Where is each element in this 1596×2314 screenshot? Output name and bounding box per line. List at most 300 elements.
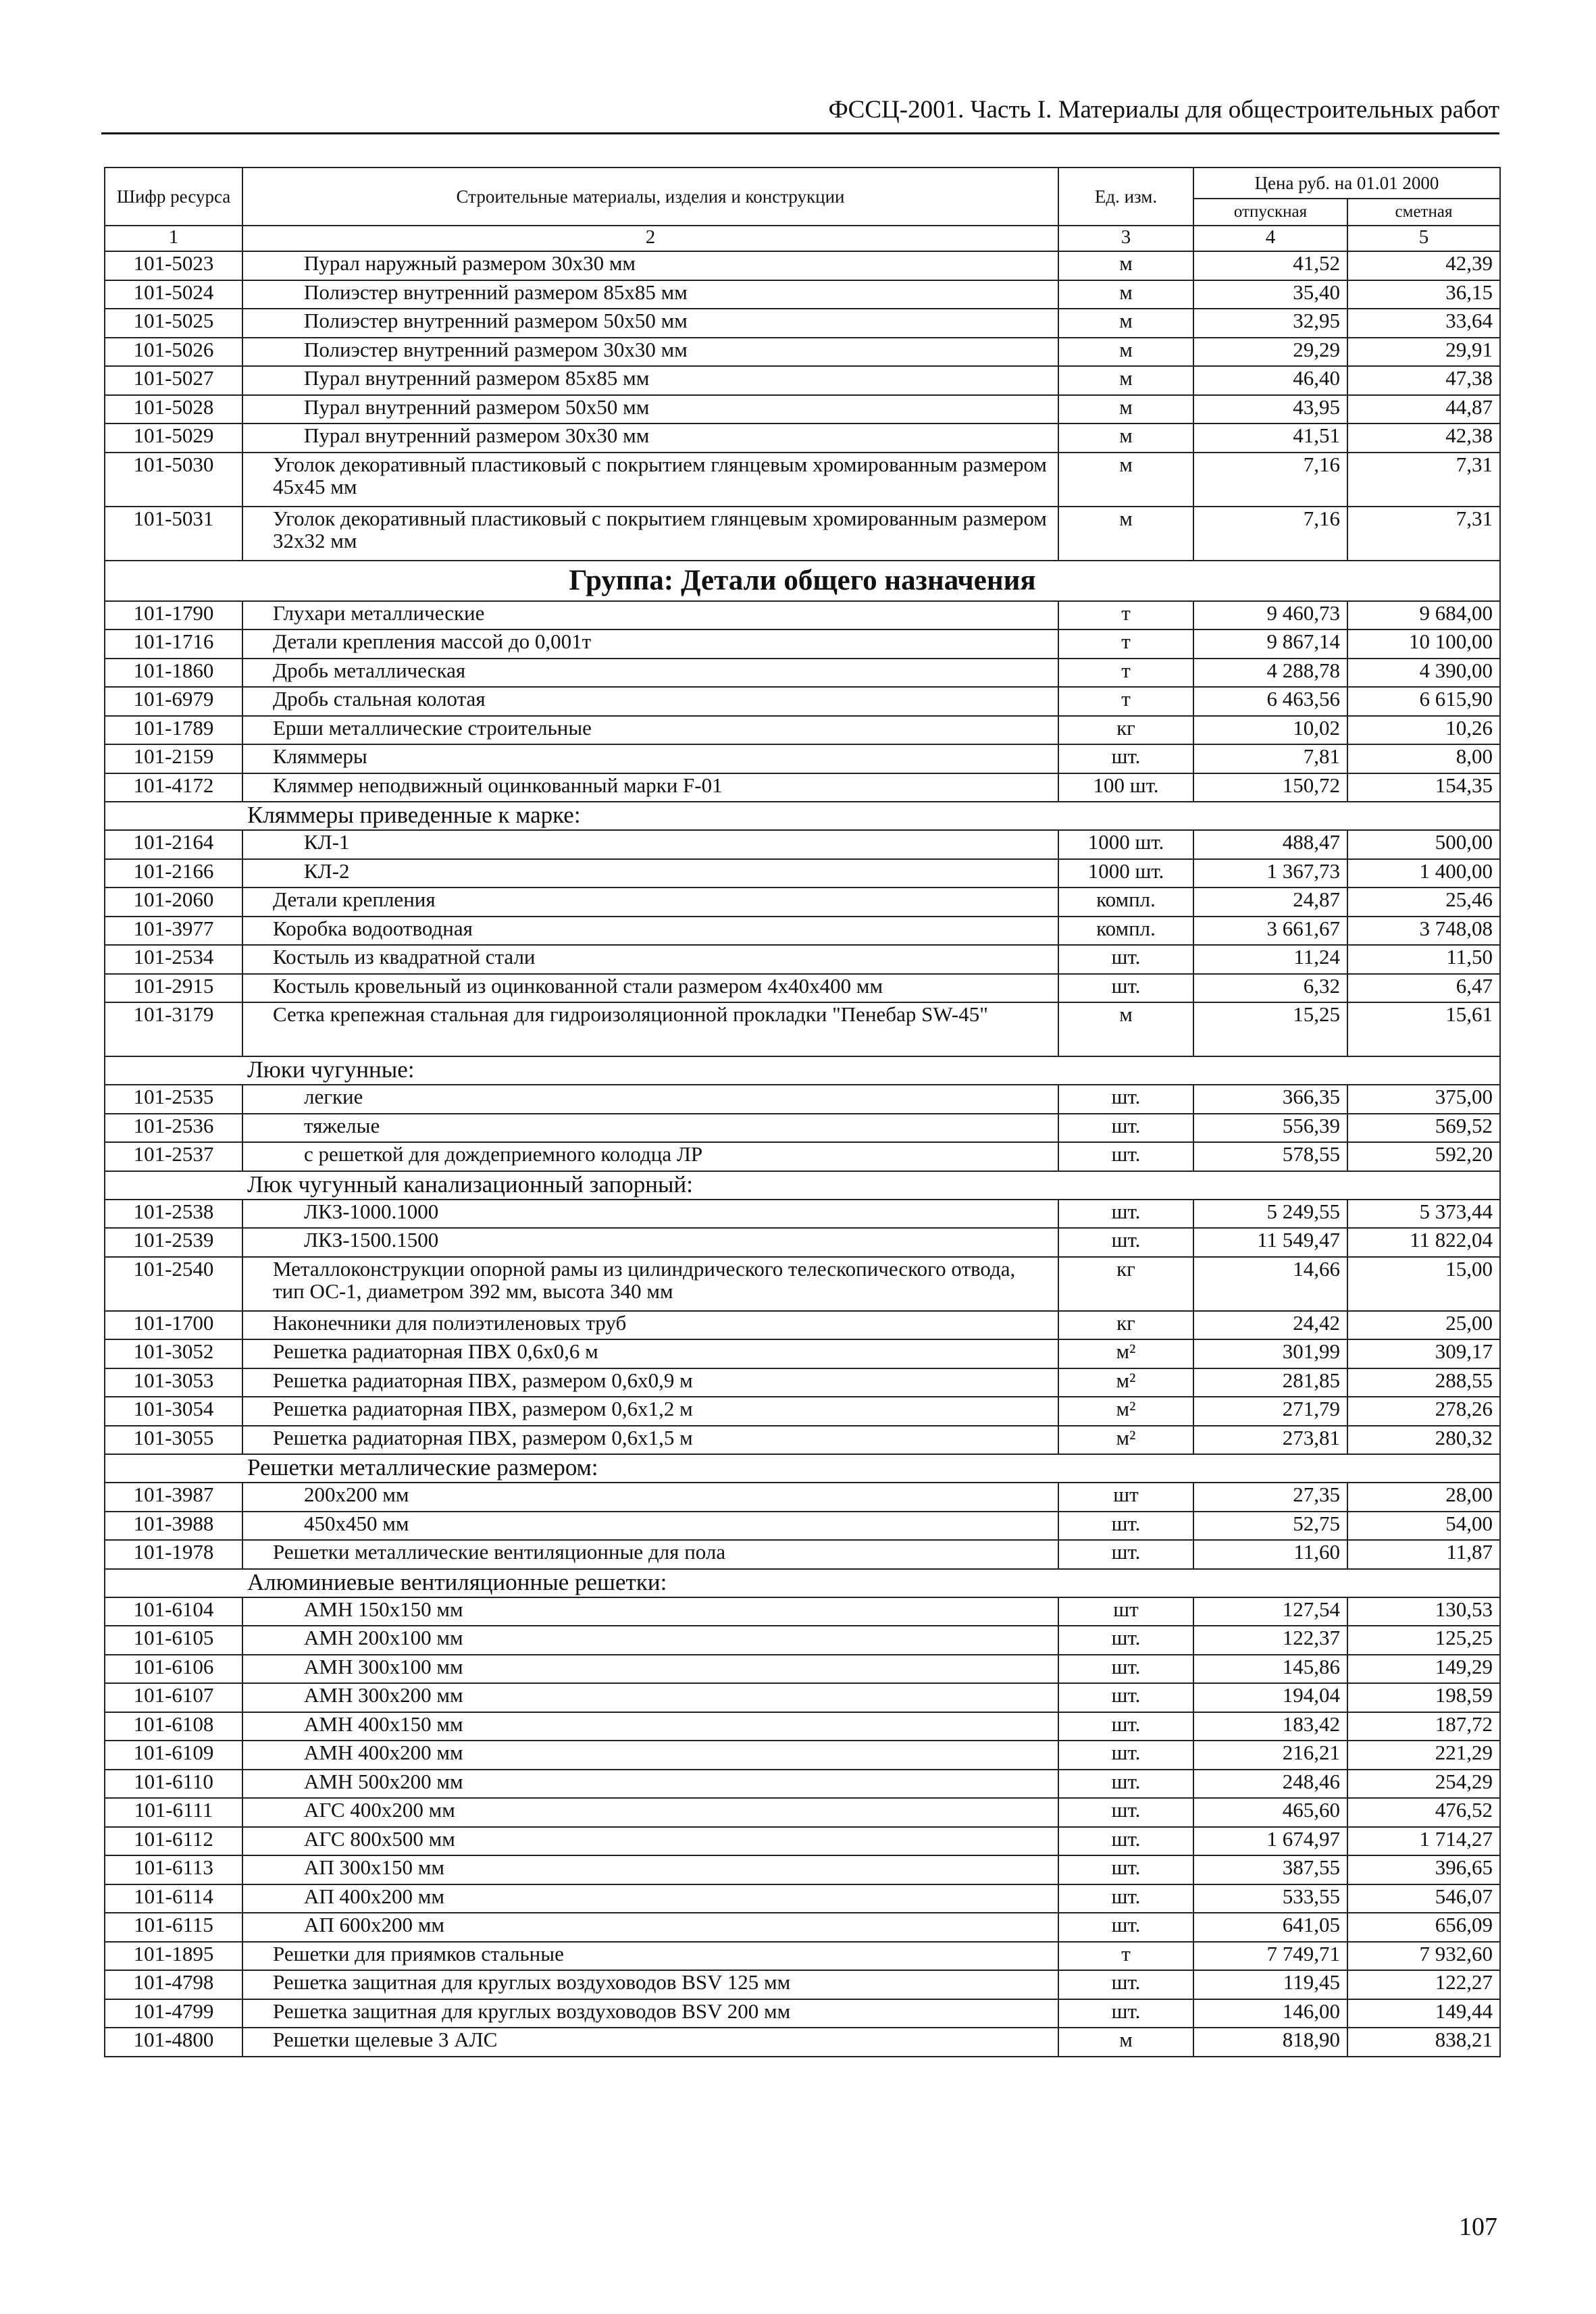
subgroup-heading: Люки чугунные:: [105, 1056, 1500, 1085]
cell-name: Пурал внутренний размером 50х50 мм: [242, 395, 1058, 424]
table-row: [105, 1339, 1500, 1368]
cell-unit: м: [1058, 507, 1193, 561]
table-row: [105, 1770, 1500, 1799]
cell-unit: шт.: [1058, 1626, 1193, 1655]
subgroup-heading: Кляммеры приведенные к марке:: [105, 802, 1500, 830]
table-row: [105, 453, 1500, 507]
cell-unit: шт.: [1058, 945, 1193, 974]
table-row: [105, 1741, 1500, 1770]
table-row: [105, 395, 1500, 424]
cell-estimate-price: 42,39: [1347, 251, 1500, 280]
cell-estimate-price: 42,38: [1347, 423, 1500, 453]
cell-release-price: 194,04: [1193, 1683, 1347, 1712]
cell-name: тяжелые: [242, 1114, 1058, 1143]
cell-unit: шт.: [1058, 1114, 1193, 1143]
table-row: [105, 1228, 1500, 1257]
cell-release-price: 27,35: [1193, 1483, 1347, 1512]
col-release-header: отпускная: [1193, 199, 1347, 226]
cell-code: 101-4799: [105, 1999, 242, 2028]
cell-release-price: 11,24: [1193, 945, 1347, 974]
cell-release-price: 488,47: [1193, 830, 1347, 859]
cell-unit: кг: [1058, 1311, 1193, 1340]
table-row: [105, 366, 1500, 395]
table-row: [105, 338, 1500, 367]
cell-unit: шт.: [1058, 1770, 1193, 1799]
subgroup-heading: Алюминиевые вентиляционные решетки:: [105, 1569, 1500, 1597]
cell-release-price: 366,35: [1193, 1085, 1347, 1114]
cell-estimate-price: 44,87: [1347, 395, 1500, 424]
cell-code: 101-5030: [105, 453, 242, 507]
cell-unit: т: [1058, 659, 1193, 688]
cell-name: АГС 400х200 мм: [242, 1798, 1058, 1827]
cell-estimate-price: 130,53: [1347, 1597, 1500, 1626]
subgroup-heading: Решетки металлические размером:: [105, 1454, 1500, 1483]
table-row: [105, 1002, 1500, 1056]
cell-estimate-price: 254,29: [1347, 1770, 1500, 1799]
cell-unit: м: [1058, 309, 1193, 338]
cell-estimate-price: 5 373,44: [1347, 1200, 1500, 1229]
cell-name: Кляммеры: [242, 744, 1058, 773]
cell-name: Глухари металлические: [242, 601, 1058, 630]
cell-name: Решетки щелевые 3 АЛС: [242, 2028, 1058, 2057]
cell-name: АМН 300х200 мм: [242, 1683, 1058, 1712]
cell-release-price: 216,21: [1193, 1741, 1347, 1770]
cell-unit: компл.: [1058, 888, 1193, 917]
table-row: [105, 1970, 1500, 1999]
table-row: [105, 659, 1500, 688]
cell-estimate-price: 15,61: [1347, 1002, 1500, 1056]
cell-code: 101-5023: [105, 251, 242, 280]
table-row: [105, 507, 1500, 561]
cell-code: 101-6110: [105, 1770, 242, 1799]
table-row: [105, 744, 1500, 773]
cell-unit: м²: [1058, 1426, 1193, 1455]
cell-name: Решетки для приямков стальные: [242, 1942, 1058, 1971]
table-row: [105, 917, 1500, 946]
cell-unit: шт.: [1058, 1970, 1193, 1999]
cell-release-price: 465,60: [1193, 1798, 1347, 1827]
table-row: [105, 1426, 1500, 1455]
cell-estimate-price: 33,64: [1347, 309, 1500, 338]
cell-unit: шт.: [1058, 1200, 1193, 1229]
cell-estimate-price: 125,25: [1347, 1626, 1500, 1655]
cell-estimate-price: 3 748,08: [1347, 917, 1500, 946]
cell-name: Полиэстер внутренний размером 50х50 мм: [242, 309, 1058, 338]
table-row: [105, 1884, 1500, 1913]
cell-code: 101-2159: [105, 744, 242, 773]
table-row: [105, 1999, 1500, 2028]
cell-name: КЛ-2: [242, 859, 1058, 888]
cell-name: Решетка радиаторная ПВХ 0,6х0,6 м: [242, 1339, 1058, 1368]
col-number: 4: [1193, 226, 1347, 251]
cell-name: АП 600х200 мм: [242, 1913, 1058, 1942]
cell-unit: шт.: [1058, 1655, 1193, 1684]
cell-estimate-price: 592,20: [1347, 1142, 1500, 1171]
cell-code: 101-3987: [105, 1483, 242, 1512]
cell-name: Пурал наружный размером 30х30 мм: [242, 251, 1058, 280]
cell-code: 101-4798: [105, 1970, 242, 1999]
cell-code: 101-5026: [105, 338, 242, 367]
cell-estimate-price: 476,52: [1347, 1798, 1500, 1827]
table-row: [105, 716, 1500, 745]
cell-estimate-price: 187,72: [1347, 1712, 1500, 1741]
cell-code: 101-3055: [105, 1426, 242, 1455]
table-row: [105, 1085, 1500, 1114]
cell-estimate-price: 36,15: [1347, 280, 1500, 309]
cell-name: Коробка водоотводная: [242, 917, 1058, 946]
cell-release-price: 271,79: [1193, 1397, 1347, 1426]
cell-estimate-price: 546,07: [1347, 1884, 1500, 1913]
cell-release-price: 145,86: [1193, 1655, 1347, 1684]
cell-name: Дробь металлическая: [242, 659, 1058, 688]
cell-code: 101-5024: [105, 280, 242, 309]
cell-code: 101-1978: [105, 1540, 242, 1569]
cell-estimate-price: 280,32: [1347, 1426, 1500, 1455]
cell-unit: шт.: [1058, 1512, 1193, 1541]
cell-code: 101-5027: [105, 366, 242, 395]
cell-unit: т: [1058, 601, 1193, 630]
cell-release-price: 41,51: [1193, 423, 1347, 453]
page-header: [101, 93, 1499, 134]
cell-name: Полиэстер внутренний размером 85х85 мм: [242, 280, 1058, 309]
cell-unit: кг: [1058, 716, 1193, 745]
subgroup-heading-row: [105, 802, 1500, 830]
cell-name: ЛКЗ-1000.1000: [242, 1200, 1058, 1229]
table-row: [105, 1913, 1500, 1942]
cell-estimate-price: 11,50: [1347, 945, 1500, 974]
cell-release-price: 6,32: [1193, 974, 1347, 1003]
cell-unit: 1000 шт.: [1058, 859, 1193, 888]
cell-release-price: 183,42: [1193, 1712, 1347, 1741]
cell-unit: компл.: [1058, 917, 1193, 946]
cell-name: Решетка защитная для круглых воздуховодов BSV 125 мм: [242, 1970, 1058, 1999]
cell-code: 101-5025: [105, 309, 242, 338]
cell-unit: шт.: [1058, 1142, 1193, 1171]
cell-release-price: 11,60: [1193, 1540, 1347, 1569]
cell-estimate-price: 25,46: [1347, 888, 1500, 917]
cell-name: Наконечники для полиэтиленовых труб: [242, 1311, 1058, 1340]
cell-name: Решетка радиаторная ПВХ, размером 0,6х1,5 м: [242, 1426, 1058, 1455]
cell-unit: шт.: [1058, 1228, 1193, 1257]
cell-estimate-price: 396,65: [1347, 1855, 1500, 1884]
cell-release-price: 248,46: [1193, 1770, 1347, 1799]
cell-release-price: 641,05: [1193, 1913, 1347, 1942]
cell-release-price: 7 749,71: [1193, 1942, 1347, 1971]
cell-code: 101-6107: [105, 1683, 242, 1712]
cell-unit: м: [1058, 395, 1193, 424]
col-number: 3: [1058, 226, 1193, 251]
cell-code: 101-6106: [105, 1655, 242, 1684]
cell-name: 450х450 мм: [242, 1512, 1058, 1541]
cell-code: 101-5031: [105, 507, 242, 561]
cell-code: 101-5029: [105, 423, 242, 453]
table-row: [105, 629, 1500, 659]
cell-release-price: 533,55: [1193, 1884, 1347, 1913]
cell-release-price: 387,55: [1193, 1855, 1347, 1884]
cell-estimate-price: 4 390,00: [1347, 659, 1500, 688]
cell-code: 101-2060: [105, 888, 242, 917]
cell-code: 101-2536: [105, 1114, 242, 1143]
cell-release-price: 7,81: [1193, 744, 1347, 773]
cell-estimate-price: 221,29: [1347, 1741, 1500, 1770]
cell-unit: шт.: [1058, 1798, 1193, 1827]
cell-name: Сетка крепежная стальная для гидроизоляционной прокладки "Пенебар SW-45": [242, 1002, 1058, 1056]
cell-release-price: 41,52: [1193, 251, 1347, 280]
cell-name: легкие: [242, 1085, 1058, 1114]
cell-estimate-price: 149,29: [1347, 1655, 1500, 1684]
cell-code: 101-3988: [105, 1512, 242, 1541]
cell-code: 101-6113: [105, 1855, 242, 1884]
col-code-header: Шифр ресурса: [105, 168, 242, 226]
cell-name: Уголок декоративный пластиковый с покрытием глянцевым хромированным размером 32х32 мм: [242, 507, 1058, 561]
cell-name: с решеткой для дождеприемного колодца ЛР: [242, 1142, 1058, 1171]
table-row: [105, 1712, 1500, 1741]
col-number: 1: [105, 226, 242, 251]
cell-release-price: 24,42: [1193, 1311, 1347, 1340]
cell-code: 101-3052: [105, 1339, 242, 1368]
cell-unit: шт.: [1058, 1712, 1193, 1741]
cell-code: 101-6104: [105, 1597, 242, 1626]
cell-name: Дробь стальная колотая: [242, 687, 1058, 716]
cell-code: 101-2539: [105, 1228, 242, 1257]
table-row: [105, 1942, 1500, 1971]
col-number: 5: [1347, 226, 1500, 251]
table-row: [105, 1626, 1500, 1655]
table-row: [105, 251, 1500, 280]
cell-unit: шт.: [1058, 1540, 1193, 1569]
cell-release-price: 1 367,73: [1193, 859, 1347, 888]
table-row: [105, 1368, 1500, 1397]
cell-unit: шт: [1058, 1483, 1193, 1512]
cell-unit: м: [1058, 280, 1193, 309]
cell-unit: м: [1058, 2028, 1193, 2057]
cell-unit: 100 шт.: [1058, 773, 1193, 802]
table-row: [105, 1512, 1500, 1541]
cell-unit: м: [1058, 423, 1193, 453]
cell-code: 101-6109: [105, 1741, 242, 1770]
cell-release-price: 9 460,73: [1193, 601, 1347, 630]
cell-unit: шт.: [1058, 1741, 1193, 1770]
cell-code: 101-3179: [105, 1002, 242, 1056]
cell-name: Костыль из квадратной стали: [242, 945, 1058, 974]
cell-estimate-price: 278,26: [1347, 1397, 1500, 1426]
cell-unit: шт.: [1058, 1085, 1193, 1114]
table-row: [105, 1540, 1500, 1569]
cell-estimate-price: 198,59: [1347, 1683, 1500, 1712]
cell-release-price: 5 249,55: [1193, 1200, 1347, 1229]
table-header-row: [105, 168, 1500, 199]
cell-unit: т: [1058, 687, 1193, 716]
cell-unit: 1000 шт.: [1058, 830, 1193, 859]
cell-estimate-price: 838,21: [1347, 2028, 1500, 2057]
cell-estimate-price: 154,35: [1347, 773, 1500, 802]
cell-code: 101-5028: [105, 395, 242, 424]
cell-estimate-price: 25,00: [1347, 1311, 1500, 1340]
cell-release-price: 9 867,14: [1193, 629, 1347, 659]
cell-name: Решетка радиаторная ПВХ, размером 0,6х0,9 м: [242, 1368, 1058, 1397]
group-heading-row: [105, 561, 1500, 601]
cell-estimate-price: 656,09: [1347, 1913, 1500, 1942]
cell-estimate-price: 122,27: [1347, 1970, 1500, 1999]
table-row: [105, 888, 1500, 917]
cell-name: Пурал внутренний размером 85х85 мм: [242, 366, 1058, 395]
cell-name: АП 300х150 мм: [242, 1855, 1058, 1884]
cell-name: Полиэстер внутренний размером 30х30 мм: [242, 338, 1058, 367]
cell-name: Детали крепления: [242, 888, 1058, 917]
cell-release-price: 43,95: [1193, 395, 1347, 424]
cell-code: 101-6111: [105, 1798, 242, 1827]
table-row: [105, 1683, 1500, 1712]
cell-release-price: 32,95: [1193, 309, 1347, 338]
cell-unit: м: [1058, 453, 1193, 507]
table-row: [105, 1200, 1500, 1229]
cell-estimate-price: 54,00: [1347, 1512, 1500, 1541]
cell-release-price: 127,54: [1193, 1597, 1347, 1626]
cell-unit: шт.: [1058, 974, 1193, 1003]
cell-estimate-price: 11,87: [1347, 1540, 1500, 1569]
price-table: [104, 167, 1501, 2057]
cell-estimate-price: 1 400,00: [1347, 859, 1500, 888]
cell-release-price: 273,81: [1193, 1426, 1347, 1455]
cell-unit: м²: [1058, 1368, 1193, 1397]
cell-release-price: 556,39: [1193, 1114, 1347, 1143]
table-row: [105, 1311, 1500, 1340]
cell-estimate-price: 1 714,27: [1347, 1827, 1500, 1856]
table-row: [105, 859, 1500, 888]
cell-unit: шт.: [1058, 744, 1193, 773]
cell-name: Уголок декоративный пластиковый с покрытием глянцевым хромированным размером 45х45 мм: [242, 453, 1058, 507]
cell-unit: м: [1058, 251, 1193, 280]
cell-code: 101-6115: [105, 1913, 242, 1942]
subgroup-heading-row: [105, 1056, 1500, 1085]
cell-release-price: 15,25: [1193, 1002, 1347, 1056]
cell-code: 101-6105: [105, 1626, 242, 1655]
cell-release-price: 4 288,78: [1193, 659, 1347, 688]
cell-code: 101-2537: [105, 1142, 242, 1171]
cell-code: 101-1860: [105, 659, 242, 688]
cell-estimate-price: 569,52: [1347, 1114, 1500, 1143]
table-row: [105, 280, 1500, 309]
table-row: [105, 773, 1500, 802]
cell-release-price: 3 661,67: [1193, 917, 1347, 946]
cell-name: АМН 300х100 мм: [242, 1655, 1058, 1684]
table-row: [105, 2028, 1500, 2057]
cell-release-price: 146,00: [1193, 1999, 1347, 2028]
table-row: [105, 945, 1500, 974]
cell-estimate-price: 29,91: [1347, 338, 1500, 367]
table-row: [105, 1855, 1500, 1884]
cell-release-price: 7,16: [1193, 453, 1347, 507]
cell-unit: шт: [1058, 1597, 1193, 1626]
cell-code: 101-4172: [105, 773, 242, 802]
cell-estimate-price: 11 822,04: [1347, 1228, 1500, 1257]
cell-unit: шт.: [1058, 1999, 1193, 2028]
cell-release-price: 1 674,97: [1193, 1827, 1347, 1856]
col-number: 2: [242, 226, 1058, 251]
cell-unit: м²: [1058, 1397, 1193, 1426]
cell-release-price: 7,16: [1193, 507, 1347, 561]
cell-code: 101-2164: [105, 830, 242, 859]
cell-code: 101-2915: [105, 974, 242, 1003]
cell-name: АМН 400х200 мм: [242, 1741, 1058, 1770]
table-row: [105, 830, 1500, 859]
cell-estimate-price: 10,26: [1347, 716, 1500, 745]
table-row: [105, 1655, 1500, 1684]
cell-release-price: 10,02: [1193, 716, 1347, 745]
cell-estimate-price: 15,00: [1347, 1257, 1500, 1311]
cell-name: Детали крепления массой до 0,001т: [242, 629, 1058, 659]
cell-code: 101-6108: [105, 1712, 242, 1741]
cell-unit: т: [1058, 1942, 1193, 1971]
cell-estimate-price: 309,17: [1347, 1339, 1500, 1368]
cell-release-price: 11 549,47: [1193, 1228, 1347, 1257]
cell-code: 101-6114: [105, 1884, 242, 1913]
table-row: [105, 1597, 1500, 1626]
table-row: [105, 423, 1500, 453]
cell-code: 101-2534: [105, 945, 242, 974]
cell-name: Костыль кровельный из оцинкованной стали размером 4х40х400 мм: [242, 974, 1058, 1003]
cell-estimate-price: 6 615,90: [1347, 687, 1500, 716]
page-number: 107: [1459, 2213, 1497, 2241]
cell-estimate-price: 6,47: [1347, 974, 1500, 1003]
cell-code: 101-6979: [105, 687, 242, 716]
cell-release-price: 24,87: [1193, 888, 1347, 917]
cell-unit: шт.: [1058, 1913, 1193, 1942]
header-title: ФССЦ-2001. Часть I. Материалы для общестроительных работ: [828, 96, 1499, 124]
cell-release-price: 122,37: [1193, 1626, 1347, 1655]
table-row: [105, 1827, 1500, 1856]
cell-name: Решетки металлические вентиляционные для пола: [242, 1540, 1058, 1569]
table-row: [105, 1483, 1500, 1512]
cell-code: 101-1700: [105, 1311, 242, 1340]
cell-unit: шт.: [1058, 1855, 1193, 1884]
cell-name: АП 400х200 мм: [242, 1884, 1058, 1913]
col-unit-header: Ед. изм.: [1058, 168, 1193, 226]
cell-estimate-price: 7 932,60: [1347, 1942, 1500, 1971]
table-row: [105, 1397, 1500, 1426]
table-row: [105, 309, 1500, 338]
cell-name: Кляммер неподвижный оцинкованный марки F-01: [242, 773, 1058, 802]
cell-code: 101-2538: [105, 1200, 242, 1229]
cell-estimate-price: 375,00: [1347, 1085, 1500, 1114]
cell-unit: т: [1058, 629, 1193, 659]
cell-code: 101-2540: [105, 1257, 242, 1311]
cell-release-price: 29,29: [1193, 338, 1347, 367]
cell-code: 101-4800: [105, 2028, 242, 2057]
cell-release-price: 52,75: [1193, 1512, 1347, 1541]
table-row: [105, 974, 1500, 1003]
cell-name: АМН 400х150 мм: [242, 1712, 1058, 1741]
cell-release-price: 578,55: [1193, 1142, 1347, 1171]
cell-code: 101-1789: [105, 716, 242, 745]
cell-code: 101-1790: [105, 601, 242, 630]
table-row: [105, 601, 1500, 630]
cell-release-price: 119,45: [1193, 1970, 1347, 1999]
cell-unit: шт.: [1058, 1683, 1193, 1712]
cell-code: 101-3053: [105, 1368, 242, 1397]
table-row: [105, 1114, 1500, 1143]
cell-code: 101-3054: [105, 1397, 242, 1426]
cell-estimate-price: 7,31: [1347, 453, 1500, 507]
cell-estimate-price: 10 100,00: [1347, 629, 1500, 659]
cell-unit: кг: [1058, 1257, 1193, 1311]
cell-estimate-price: 8,00: [1347, 744, 1500, 773]
cell-estimate-price: 9 684,00: [1347, 601, 1500, 630]
subgroup-heading-row: [105, 1569, 1500, 1597]
cell-release-price: 14,66: [1193, 1257, 1347, 1311]
table-row: [105, 1257, 1500, 1311]
subgroup-heading-row: [105, 1454, 1500, 1483]
